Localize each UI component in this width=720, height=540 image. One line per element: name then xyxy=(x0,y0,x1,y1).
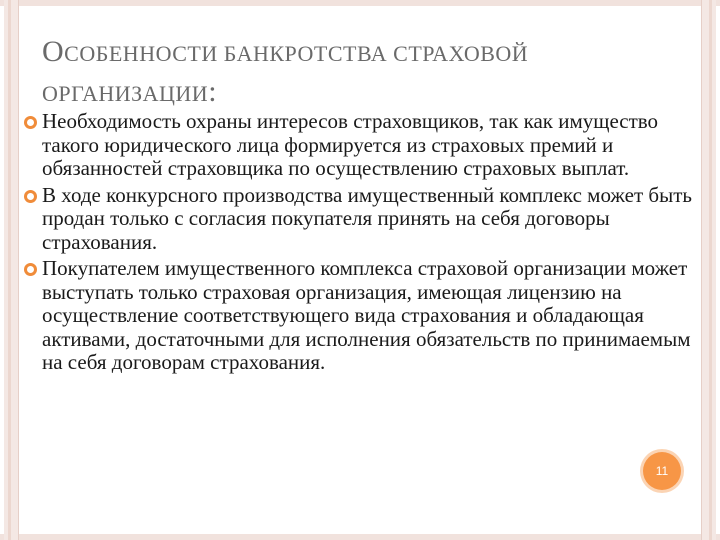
slide-border-top xyxy=(0,0,720,6)
bullet-text-2: В ходе конкурсного производства имущественный комплекс может быть продан только с согласия покупателя принять на себя договоры страхования. xyxy=(42,182,692,254)
slide-border-right xyxy=(701,0,716,540)
orange-ring-bullet-icon xyxy=(24,190,37,203)
title-initial: О xyxy=(42,35,65,68)
orange-ring-bullet-icon xyxy=(24,263,37,276)
bullet-text-3: Покупателем имущественного комплекса страховой организации может выступать только страховая организация, имеющая лицензию на осуществление соответствующего вида страхования и обладающая активами, достаточными для исполнения обязательств по принимаемым на себя договорам страхования. xyxy=(42,256,691,374)
bullet-list xyxy=(20,110,692,378)
title-colon: : xyxy=(208,75,218,108)
slide-border-left xyxy=(4,0,19,540)
orange-ring-bullet-icon xyxy=(24,116,37,129)
slide-title xyxy=(42,33,662,113)
page-number-badge: 11 xyxy=(643,452,681,490)
bullet-text-1: Необходимость охраны интересов страховщиков, так как имущество такого юридического лица формируется из страховых премий и обязанностей страховщика по осуществлению страховых выплат. xyxy=(42,109,659,180)
bullet-item-3 xyxy=(20,257,692,375)
title-line2: ОРГАНИЗАЦИИ xyxy=(42,81,209,106)
bullet-item-1 xyxy=(20,110,692,181)
bullet-item-2 xyxy=(20,184,692,255)
slide-border-bottom xyxy=(0,534,720,540)
title-line1: СОБЕННОСТИ БАНКРОТСТВА СТРАХОВОЙ xyxy=(64,41,529,66)
